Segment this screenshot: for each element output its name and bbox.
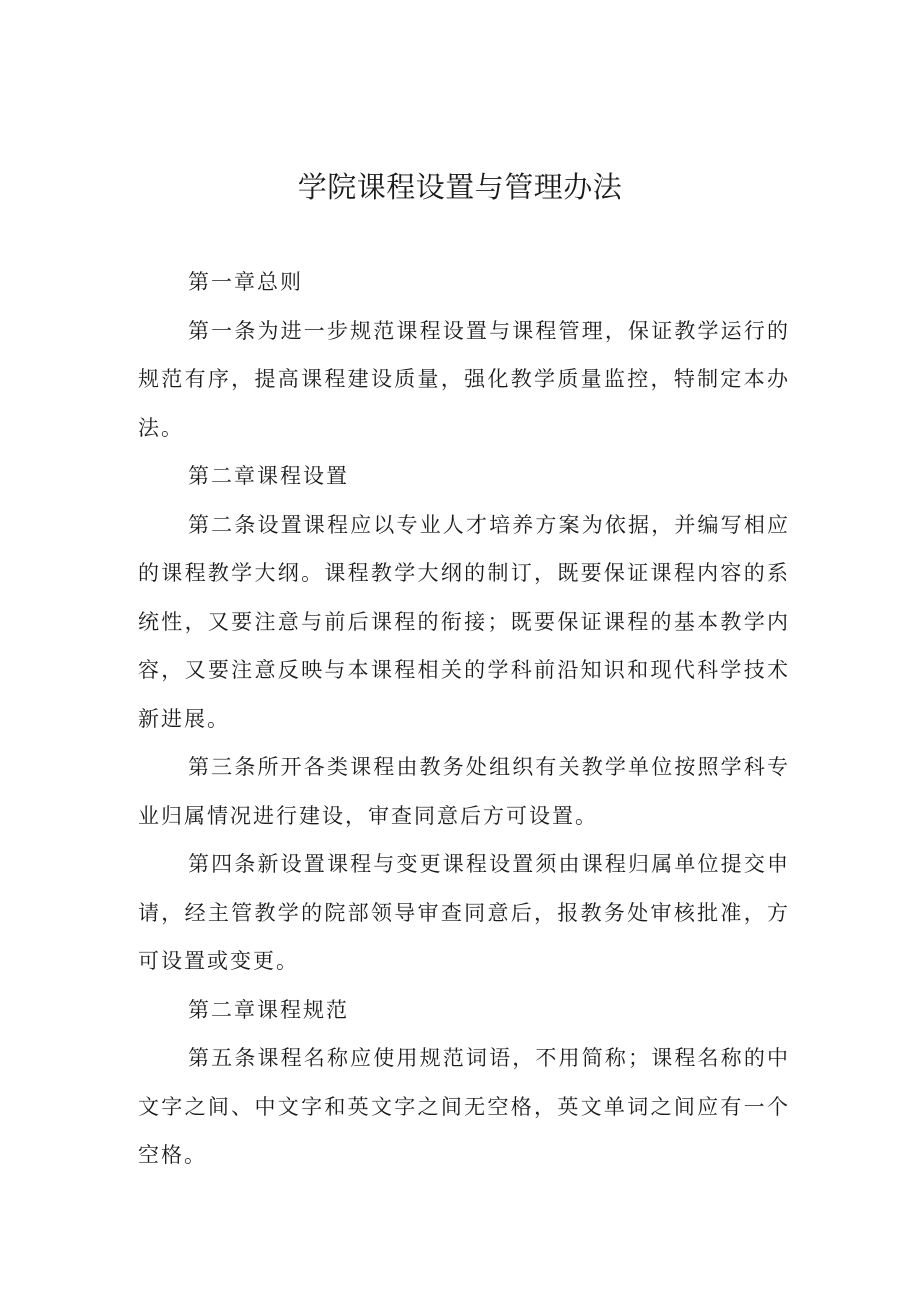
article-paragraph: 第五条课程名称应使用规范词语，不用简称；课程名称的中文字之间、中文字和英文字之间无空格，英文单词之间应有一个空格。 (138, 1046, 790, 1167)
article-paragraph: 第一条为进一步规范课程设置与课程管理，保证教学运行的规范有序，提高课程建设质量，强化教学质量监控，特制定本办法。 (138, 318, 790, 440)
chapter-heading: 第二章课程设置 (188, 464, 349, 488)
article-paragraph: 第四条新设置课程与变更课程设置须由课程归属单位提交申请，经主管教学的院部领导审查同意后，报教务处审核批准，方可设置或变更。 (138, 852, 790, 973)
article-paragraph: 第三条所开各类课程由教务处组织有关教学单位按照学科专业归属情况进行建设，审查同意后方可设置。 (138, 755, 790, 828)
document-title: 学院课程设置与管理办法 (297, 170, 623, 204)
chapter-heading: 第二章课程规范 (188, 997, 349, 1022)
document-body (138, 258, 790, 1180)
article-paragraph: 第二条设置课程应以专业人才培养方案为依据，并编写相应的课程教学大纲。课程教学大纲的制订，既要保证课程内容的系统性，又要注意与前后课程的衔接；既要保证课程的基本教学内容，又要注意反映与本课程相关的学科前沿知识和现代科学技术新进展。 (138, 512, 790, 731)
chapter-heading: 第一章总则 (188, 270, 303, 294)
